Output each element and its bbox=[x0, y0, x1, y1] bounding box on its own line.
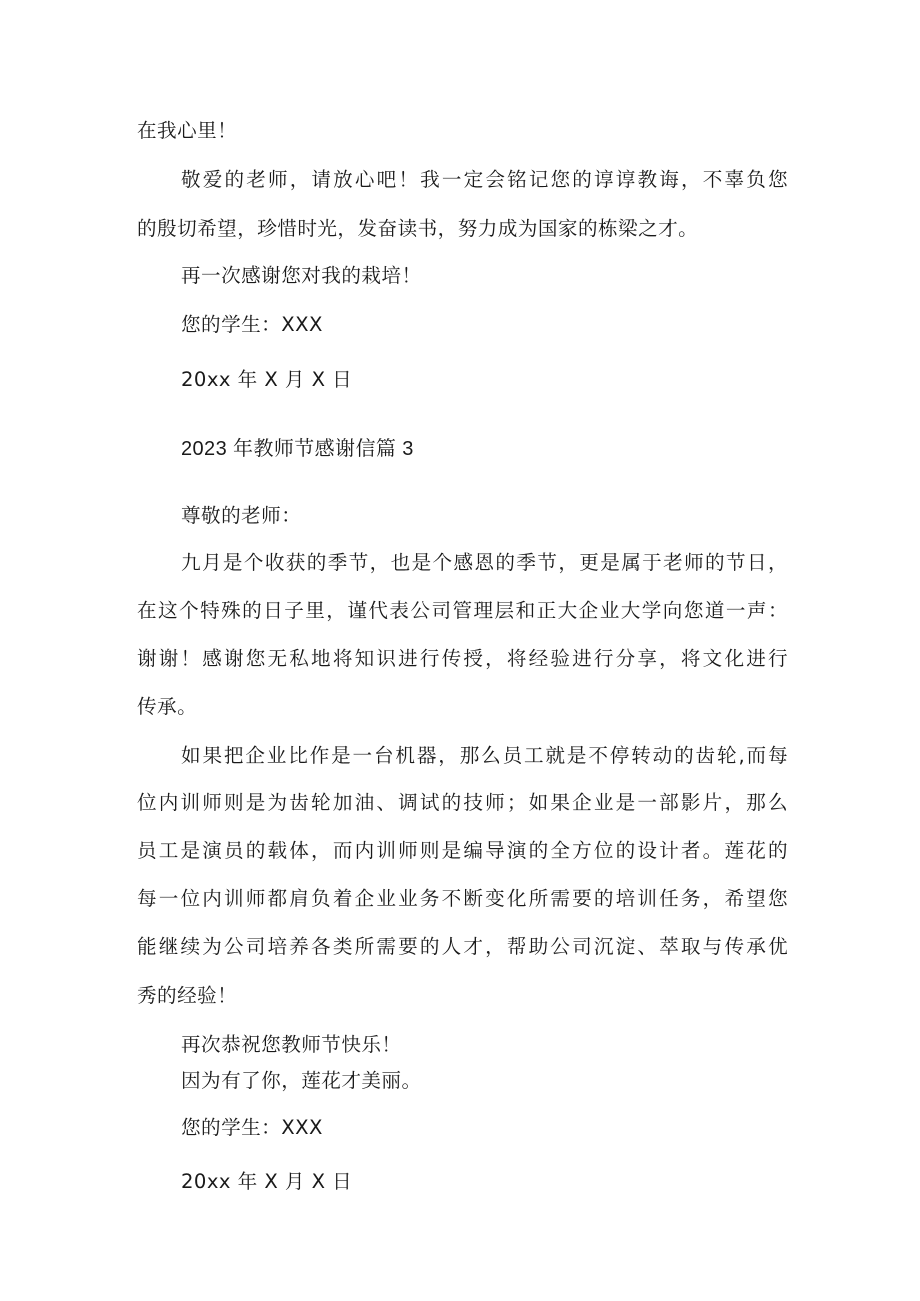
paragraph-2-line-6: 秀的经验！ bbox=[137, 984, 238, 1007]
closing-thanks: 再一次感谢您对我的栽培！ bbox=[181, 264, 422, 287]
previous-letter-ending: 在我心里！ bbox=[137, 119, 238, 142]
closing-signature: 您的学生：XXX bbox=[181, 313, 323, 336]
salutation: 尊敬的老师： bbox=[181, 504, 302, 527]
closing-date: 20xx 年 X 月 X 日 bbox=[181, 368, 353, 391]
paragraph-2-line-3: 员工是演员的载体，而内训师则是编导演的全方位的设计者。莲花的 bbox=[137, 839, 788, 862]
lotus-line: 因为有了你，莲花才美丽。 bbox=[181, 1069, 422, 1092]
paragraph-2-line-1: 如果把企业比作是一台机器，那么员工就是不停转动的齿轮,而每 bbox=[181, 744, 788, 767]
paragraph-2-line-4: 每一位内训师都肩负着企业业务不断变化所需要的培训任务，希望您 bbox=[137, 887, 788, 910]
closing-promise-line-1: 敬爱的老师，请放心吧！我一定会铭记您的谆谆教诲，不辜负您 bbox=[181, 168, 788, 191]
closing-promise-line-2: 的殷切希望，珍惜时光，发奋读书，努力成为国家的栋梁之才。 bbox=[137, 217, 699, 240]
paragraph-1-line-1: 九月是个收获的季节，也是个感恩的季节，更是属于老师的节日， bbox=[181, 551, 788, 574]
paragraph-2-line-2: 位内训师则是为齿轮加油、调试的技师；如果企业是一部影片，那么 bbox=[137, 791, 788, 814]
paragraph-1-line-2: 在这个特殊的日子里，谨代表公司管理层和正大企业大学向您道一声： bbox=[137, 599, 788, 622]
section-heading: 2023 年教师节感谢信篇 3 bbox=[181, 438, 414, 460]
paragraph-1-line-4: 传承。 bbox=[137, 695, 198, 718]
paragraph-2-line-5: 能继续为公司培养各类所需要的人才，帮助公司沉淀、萃取与传承优 bbox=[137, 935, 788, 958]
holiday-wish: 再次恭祝您教师节快乐！ bbox=[181, 1033, 402, 1056]
date: 20xx 年 X 月 X 日 bbox=[181, 1170, 353, 1193]
paragraph-1-line-3: 谢谢！感谢您无私地将知识进行传授，将经验进行分享，将文化进行 bbox=[137, 647, 788, 670]
signature: 您的学生：XXX bbox=[181, 1116, 323, 1139]
